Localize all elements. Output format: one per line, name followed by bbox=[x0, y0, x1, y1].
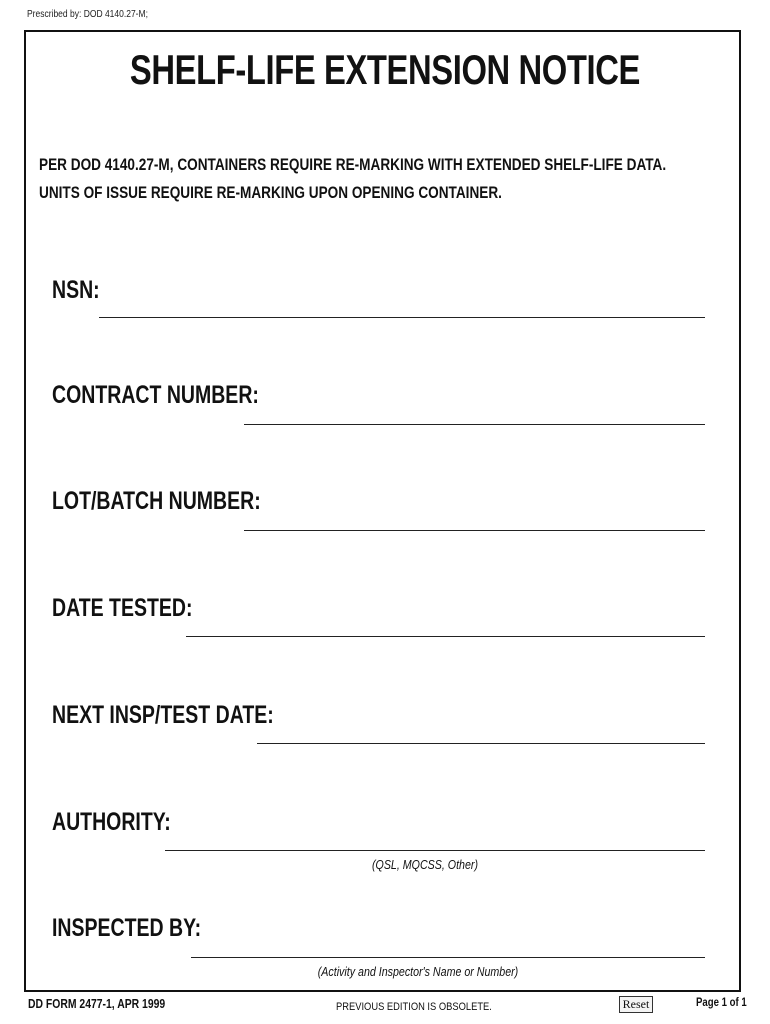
inspected-by-field[interactable] bbox=[191, 957, 705, 958]
authority-label: AUTHORITY: bbox=[52, 808, 171, 836]
notice-line-1: PER DOD 4140.27-M, CONTAINERS REQUIRE RE-MARKING WITH EXTENDED SHELF-LIFE DATA. bbox=[39, 155, 667, 174]
authority-hint: (QSL, MQCSS, Other) bbox=[371, 857, 479, 872]
notice-line-2: UNITS OF ISSUE REQUIRE RE-MARKING UPON OPENING CONTAINER. bbox=[39, 183, 502, 202]
date-tested-field[interactable] bbox=[186, 636, 705, 637]
lot-batch-number-field[interactable] bbox=[244, 530, 705, 531]
page-indicator: Page 1 of 1 bbox=[696, 995, 747, 1009]
nsn-field[interactable] bbox=[99, 317, 705, 318]
form-title: SHELF-LIFE EXTENSION NOTICE bbox=[129, 46, 641, 93]
lot-batch-number-label: LOT/BATCH NUMBER: bbox=[52, 487, 261, 515]
next-insp-test-date-label: NEXT INSP/TEST DATE: bbox=[52, 701, 274, 729]
form-number: DD FORM 2477-1, APR 1999 bbox=[28, 996, 166, 1011]
form-title-wrap bbox=[0, 46, 770, 94]
prescribed-by: Prescribed by: DOD 4140.27-M; bbox=[27, 9, 148, 20]
contract-number-label: CONTRACT NUMBER: bbox=[52, 381, 259, 409]
inspected-by-hint: (Activity and Inspector's Name or Number) bbox=[317, 964, 519, 979]
contract-number-field[interactable] bbox=[244, 424, 705, 425]
inspected-by-label: INSPECTED BY: bbox=[52, 914, 202, 942]
date-tested-label: DATE TESTED: bbox=[52, 594, 193, 622]
authority-field[interactable] bbox=[165, 850, 705, 851]
reset-button[interactable]: Reset bbox=[619, 996, 653, 1013]
obsolete-note: PREVIOUS EDITION IS OBSOLETE. bbox=[336, 1001, 492, 1013]
next-insp-test-date-field[interactable] bbox=[257, 743, 705, 744]
nsn-label: NSN: bbox=[52, 276, 100, 304]
